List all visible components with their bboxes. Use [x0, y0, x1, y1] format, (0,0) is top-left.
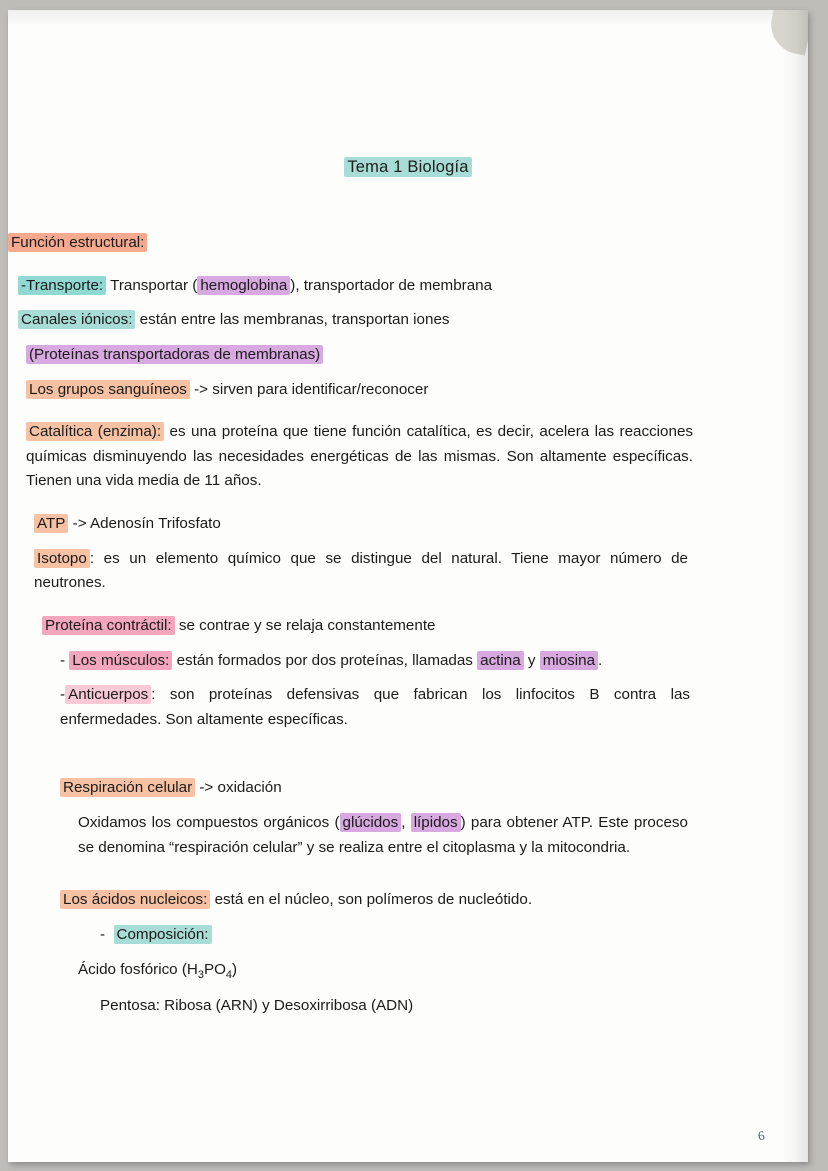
page-title-text: Tema 1 Biología — [344, 157, 471, 177]
line-acidos-nucleicos: Los ácidos nucleicos: está en el núcleo, son polímeros de nucleótido. — [60, 888, 808, 913]
paragraph-oxidamos: Oxidamos los compuestos orgánicos ( glúcidos , lípidos ) para obtener ATP. Este proceso se denomina “respiración celular” y se realiza entre el citoplasma y la mitocondria. — [78, 814, 688, 856]
line-acido-fosforico: Ácido fosfórico $(H_3PO_4)$ — [78, 960, 238, 981]
paragraph-isotopo: Isotopo : es un elemento químico que se distingue del natural. Tiene mayor número de neutrones. — [34, 549, 688, 592]
line-composicion: - Composición: — [100, 923, 808, 948]
line-proteina-contractil: Proteína contráctil: se contrae y se relaja constantemente — [42, 614, 808, 639]
line-grupos-sanguineos: Los grupos sanguíneos -> sirven para identificar/reconocer — [26, 378, 808, 403]
paragraph-musculos: - Los músculos: están formados por dos proteínas, llamadas actina y miosina . — [60, 651, 603, 669]
line-transporte: -Transporte: Transportar ( hemoglobina ), transportador de membrana — [18, 274, 808, 299]
line-pentosa: Pentosa: Ribosa (ARN) y Desoxirribosa (ADN) — [100, 997, 414, 1015]
line-respiracion-celular: Respiración celular -> oxidación — [60, 776, 808, 801]
page-number: 6 — [756, 1127, 765, 1144]
line-proteinas-transportadoras: (Proteínas transportadoras de membranas) — [26, 343, 808, 368]
page-title — [8, 158, 808, 177]
line-canales-ionicos: Canales iónicos: están entre las membranas, transportan iones — [18, 308, 808, 333]
paragraph-catalitica: Catalítica (enzima): es una proteína que tiene función catalítica, es decir, acelera las reacciones químicas disminuyendo las necesidades energéticas de las mismas. Son altamente específicas. Tienen una vida media de 11 años. — [26, 423, 693, 490]
handwriting-content — [8, 10, 808, 1162]
section-heading-funcion-estructural: Función estructural: — [8, 231, 808, 256]
paper-sheet — [8, 10, 808, 1162]
line-atp: ATP -> Adenosín Trifosfato — [34, 512, 808, 537]
paragraph-anticuerpos: - Anticuerpos : son proteínas defensivas que fabrican los linfocitos B contra las enfermedades. Son altamente específicas. — [60, 686, 690, 728]
